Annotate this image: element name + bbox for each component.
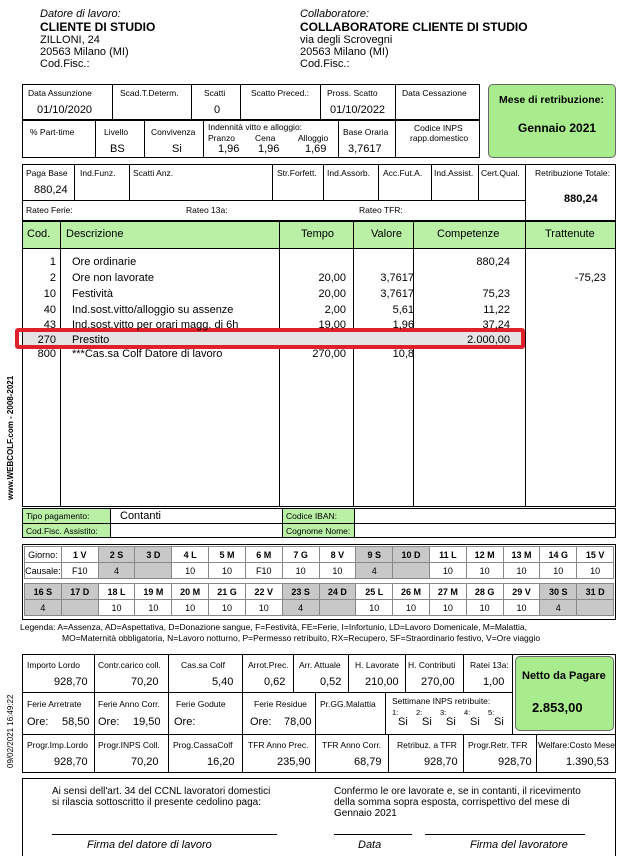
row-cod: 270 (37, 334, 56, 346)
welfare-label: Welfare:Costo Mese (538, 740, 615, 750)
cena: 1,96 (258, 143, 280, 155)
calendar-day: 15 V (577, 547, 614, 563)
row-tempo: 270,00 (312, 348, 346, 360)
calendar-row1 (24, 546, 614, 579)
tipo-label: Tipo pagamento: (26, 511, 90, 521)
calendar-day: 31 D (577, 584, 614, 600)
calendar-day: 5 M (209, 547, 246, 563)
calendar-causale: 10 (282, 563, 319, 579)
calendar-causale: 10 (172, 563, 209, 579)
ratei: 1,00 (483, 676, 505, 688)
calendar-day: 19 M (135, 584, 172, 600)
progr-retr: 928,70 (498, 756, 532, 768)
calendar-day: 27 M (429, 584, 466, 600)
calendar-causale (135, 563, 172, 579)
row-competenze: 880,24 (476, 256, 510, 268)
row-desc: Ind.sost.vitto per orari magg. di 6h (72, 319, 239, 331)
row-valore: 3,7617 (380, 272, 414, 284)
employer-block (40, 8, 280, 70)
sett-num: 3: (440, 708, 447, 717)
arrot-prec-label: Arrot.Prec. (248, 660, 289, 670)
calendar-day: 23 S (282, 584, 319, 600)
sett-si: Si (494, 716, 504, 728)
calendar-causale: 10 (429, 563, 466, 579)
sett-si: Si (446, 716, 456, 728)
convivenza-label: Convivenza (151, 127, 196, 137)
header-competenze: Competenze (437, 228, 500, 240)
progr-lordo: 928,70 (54, 756, 88, 768)
calendar-causale: 4 (98, 563, 135, 579)
collaborator-address2: 20563 Milano (MI) (300, 46, 389, 58)
calendar-causale: 10 (429, 600, 466, 616)
tfr-prec: 235,90 (277, 756, 311, 768)
prgg-label: Pr.GG.Malattia (320, 699, 376, 709)
cf-assist-label: Cod.Fisc. Assistito: (26, 526, 98, 536)
paga-base: 880,24 (34, 184, 68, 196)
retrib-tfr: 928,70 (424, 756, 458, 768)
sett-num: 2: (416, 708, 423, 717)
ferie-anno-label: Ferie Anno Corr. (98, 699, 160, 709)
header-trattenute: Trattenute (545, 228, 595, 240)
calendar-day: 13 M (503, 547, 540, 563)
h-lav-label: H. Lavorate (355, 660, 399, 670)
calendar-day: 18 L (98, 584, 135, 600)
row-cod: 800 (37, 348, 56, 360)
str-forf-label: Str.Forfett. (277, 168, 317, 178)
ferie-arr-label: Ferie Arretrate (27, 699, 82, 709)
calendar-causale: 10 (98, 600, 135, 616)
print-stamp: 09/02/2021 16:49:22 (6, 694, 15, 768)
calendar-day: 2 S (98, 547, 135, 563)
calendar-day: 7 G (282, 547, 319, 563)
row-competenze: 37,24 (482, 319, 510, 331)
calendar-causale: 10 (172, 600, 209, 616)
row-desc: Prestito (72, 334, 110, 346)
calendar-causale: F10 (245, 563, 282, 579)
collaborator-codfisc: Cod.Fisc.: (300, 58, 350, 70)
calendar-day: 21 G (209, 584, 246, 600)
iban-label: Codice IBAN: (286, 511, 338, 521)
ferie-arr-ore-label: Ore: (27, 716, 49, 728)
pranzo: 1,96 (218, 143, 240, 155)
calendar-causale: F10 (61, 563, 98, 579)
scatti: 0 (214, 104, 221, 116)
calendar-causale (61, 600, 98, 616)
calendar-day: 8 V (319, 547, 356, 563)
livello: BS (110, 143, 125, 155)
calendar-day: 4 L (172, 547, 209, 563)
arrot-att-label: Arr. Attuale (299, 660, 341, 670)
calendar-causale: 10 (209, 563, 246, 579)
h-lav: 210,00 (365, 676, 399, 688)
ferie-anno-ore-label: Ore: (98, 716, 120, 728)
calendar-day: 10 D (393, 547, 430, 563)
calendar-day: 22 V (245, 584, 282, 600)
cassa-label: Cas.sa Colf (181, 660, 225, 670)
row-cod: 1 (49, 256, 56, 268)
row-valore: 3,7617 (380, 288, 414, 300)
row-tempo: 2,00 (324, 304, 346, 316)
alloggio: 1,69 (305, 143, 327, 155)
base: 3,7617 (348, 143, 382, 155)
netto: 2.853,00 (532, 700, 583, 715)
calendar-day: 25 L (356, 584, 393, 600)
header-tempo: Tempo (301, 228, 335, 240)
row-competenze: 2.000,00 (467, 334, 510, 346)
calendar-causale: 4 (25, 600, 62, 616)
progr-retr-label: Progr.Retr. TFR (468, 740, 528, 750)
row-desc: ***Cas.sa Colf Datore di lavoro (72, 348, 223, 360)
calendar-causale: 10 (209, 600, 246, 616)
lordo-label: Importo Lordo (27, 660, 80, 670)
sett-label: Settimane INPS retribuite: (392, 696, 491, 706)
ferie-arr: 58,50 (62, 716, 90, 728)
employer-address2: 20563 Milano (MI) (40, 46, 129, 58)
ind-funz-label: Ind.Funz. (80, 168, 116, 178)
calendar-day: 11 L (429, 547, 466, 563)
contr: 70,20 (131, 676, 159, 688)
side-watermark: www.WEBCOLF.com - 2008-2021 (6, 375, 15, 500)
progr-inps-label: Progr.INPS Coll. (98, 740, 160, 750)
tfr-corr-label: TFR Anno Corr. (322, 740, 382, 750)
rateo-tfr-label: Rateo TFR: (359, 205, 403, 215)
firma-data: Data (358, 839, 382, 851)
base-label: Base Oraria (343, 127, 389, 137)
calendar-day: 20 M (172, 584, 209, 600)
ind-assorb-label: Ind.Assorb. (327, 168, 370, 178)
calendar-causale: 10 (319, 563, 356, 579)
firma-lavoratore: Firma del lavoratore (470, 839, 568, 851)
row-valore: 1,96 (392, 319, 414, 331)
data-assunzione-label: Data Assunzione (28, 88, 92, 98)
cognome-label: Cognome Nome: (286, 526, 351, 536)
arrot-prec: 0,62 (264, 676, 286, 688)
inps-label1: Codice INPS (414, 123, 463, 133)
sig-left-line1: Ai sensi dell'art. 34 del CCNL lavoratori domestici (52, 786, 271, 797)
scatto-prec-label: Scatto Preced.: (251, 88, 310, 98)
progr-lordo-label: Progr.Imp.Lordo (27, 740, 88, 750)
calendar-causale: 10 (135, 600, 172, 616)
calendar-day: 12 M (466, 547, 503, 563)
calendar-causale: 10 (393, 600, 430, 616)
retr-tot: 880,24 (564, 193, 598, 205)
calendar-day: 9 S (356, 547, 393, 563)
calendar-day: 28 G (466, 584, 503, 600)
row-desc: Ore ordinarie (72, 256, 137, 268)
header-desc: Descrizione (66, 228, 124, 240)
legend-line2: MO=Maternità obbligatoria, N=Lavoro notturno, P=Permesso retribuito, RX=Recupero, SF=Straordinario festivo, V=Ore viaggio (62, 633, 541, 643)
scad-label: Scad.T.Determ. (120, 88, 179, 98)
row-desc: Ore non lavorate (72, 272, 154, 284)
cena-label: Cena (255, 133, 276, 143)
collaborator-block (300, 8, 620, 70)
calendar-causale (577, 600, 614, 616)
row-tempo: 20,00 (318, 288, 346, 300)
data-assunzione: 01/10/2020 (37, 104, 93, 116)
calendar-day: 14 G (540, 547, 577, 563)
sett-si: Si (422, 716, 432, 728)
legend-line1: Legenda: A=Assenza, AD=Aspettativa, D=Donazione sangue, F=Festività, FE=Ferie, I=Infortunio, LD=Lavoro Domenicale, M=Malattia, (20, 622, 527, 632)
row-cod: 40 (43, 304, 56, 316)
sig-left-line2: si rilascia sottoscritto il presente cedolino paga: (52, 797, 261, 808)
sig-right-line1: Confermo le ore lavorate e, se in contanti, il ricevimento (334, 786, 581, 797)
legend (20, 622, 540, 644)
calendar-day: 26 M (393, 584, 430, 600)
sett-si: Si (398, 716, 408, 728)
employer-name: CLIENTE DI STUDIO (40, 20, 156, 34)
calendar-day: 29 V (503, 584, 540, 600)
ind-assist-label: Ind.Assist. (434, 168, 474, 178)
row-trattenute: -75,23 (574, 272, 606, 284)
netto-box (515, 656, 614, 731)
calendar-causale: 10 (577, 563, 614, 579)
collaborator-name: COLLABORATORE CLIENTE DI STUDIO (300, 20, 528, 34)
calendar-day: 17 D (61, 584, 98, 600)
row-tempo: 19,00 (318, 319, 346, 331)
header-valore: Valore (371, 228, 402, 240)
tipo: Contanti (120, 510, 161, 522)
ferie-res: 78,00 (284, 716, 312, 728)
employer-address1: ZILLONI, 24 (40, 34, 100, 46)
sett-num: 5: (488, 708, 495, 717)
sig-left-text (52, 786, 270, 808)
row-desc: Ind.sost.vitto/alloggio su assenze (72, 304, 234, 316)
calendar-day: 24 D (319, 584, 356, 600)
tfr-prec-label: TFR Anno Prec. (248, 740, 309, 750)
data-cess-label: Data Cessazione (402, 88, 467, 98)
pross-scatto-label: Pross. Scatto (327, 88, 378, 98)
h-contr-label: H. Contributi (408, 660, 456, 670)
calendar-causale: 10 (540, 563, 577, 579)
ferie-anno: 19,50 (133, 716, 161, 728)
calendar-causale: 10 (356, 600, 393, 616)
cassa: 5,40 (212, 676, 234, 688)
pross-scatto: 01/10/2022 (330, 104, 386, 116)
ferie-god-label: Ferie Godute (176, 699, 226, 709)
row-cod: 10 (43, 288, 56, 300)
calendar-causale: 10 (503, 600, 540, 616)
retr-tot-label: Retribuzione Totale: (535, 168, 610, 178)
month-label: Mese di retribuzione: (499, 94, 605, 106)
row-desc: Festività (72, 288, 113, 300)
calendar-causale: 10 (466, 563, 503, 579)
calendar-causale: 4 (282, 600, 319, 616)
progr-cassa: 16,20 (207, 756, 235, 768)
row-valore: 5,61 (392, 304, 414, 316)
rateo-ferie-label: Rateo Ferie: (26, 205, 73, 215)
row-cod: 2 (49, 272, 56, 284)
netto-label: Netto da Pagare (522, 670, 606, 682)
sett-si: Si (470, 716, 480, 728)
collaborator-label: Collaboratore: (300, 8, 370, 20)
calendar-causale (319, 600, 356, 616)
calendar-causale (393, 563, 430, 579)
calendar-causale: 4 (356, 563, 393, 579)
calendar-causale: 10 (503, 563, 540, 579)
calendar-giorno-label: Giorno: (25, 547, 62, 563)
contr-label: Contr.carico coll. (98, 660, 161, 670)
calendar-day: 6 M (245, 547, 282, 563)
ferie-god-ore-label: Ore: (174, 716, 196, 728)
lordo: 928,70 (54, 676, 88, 688)
sig-right-text (334, 786, 581, 819)
calendar-day: 1 V (61, 547, 98, 563)
employer-label: Datore di lavoro: (40, 8, 121, 20)
cert-qual-label: Cert.Qual. (481, 168, 520, 178)
pranzo-label: Pranzo (208, 133, 235, 143)
ferie-res-label: Ferie Residue (254, 699, 307, 709)
calendar-day: 3 D (135, 547, 172, 563)
calendar-day: 16 S (25, 584, 62, 600)
inps-label2: rapp.domestico (410, 133, 469, 143)
calendar-day: 30 S (540, 584, 577, 600)
sig-right-line2: della somma sopra esposta, corrispettivo del mese di (334, 797, 570, 808)
acc-fut-label: Acc.Fut.A. (383, 168, 423, 178)
ratei-label: Ratei 13a: (470, 660, 509, 670)
month-value: Gennaio 2021 (518, 121, 597, 135)
welfare: 1.390,53 (566, 756, 609, 768)
header-cod: Cod. (27, 228, 51, 240)
row-cod: 43 (43, 319, 56, 331)
calendar-causale: 10 (466, 600, 503, 616)
sig-right-line3: Gennaio 2021 (334, 808, 397, 819)
calendar-causale: 4 (540, 600, 577, 616)
sett-num: 4: (464, 708, 471, 717)
ferie-res-ore-label: Ore: (250, 716, 272, 728)
tfr-corr: 68,79 (354, 756, 382, 768)
indennita-label: Indennità vitto e alloggio: (208, 122, 303, 132)
employer-codfisc: Cod.Fisc.: (40, 58, 90, 70)
progr-cassa-label: Prog.CassaColf (173, 740, 233, 750)
scatti-label: Scatti (204, 88, 226, 98)
calendar-causale: 10 (245, 600, 282, 616)
convivenza: Si (172, 143, 182, 155)
collaborator-address1: via degli Scrovegni (300, 34, 393, 46)
paga-base-label: Paga Base (26, 168, 68, 178)
row-competenze: 11,22 (483, 304, 510, 316)
sett-num: 1: (392, 708, 399, 717)
calendar-row2 (24, 583, 614, 616)
rateo-13-label: Rateo 13a: (186, 205, 228, 215)
arrot-att: 0,52 (320, 676, 342, 688)
row-valore: 10,8 (392, 348, 414, 360)
alloggio-label: Alloggio (298, 133, 329, 143)
retrib-tfr-label: Retribuz. a TFR (397, 740, 457, 750)
parttime-label: % Part-time (30, 127, 75, 137)
progr-inps: 70,20 (131, 756, 159, 768)
h-contr: 270,00 (421, 676, 455, 688)
row-competenze: 75,23 (482, 288, 510, 300)
firma-datore: Firma del datore di lavoro (87, 839, 212, 851)
calendar-causale-label: Causale: (25, 563, 62, 579)
row-tempo: 20,00 (318, 272, 346, 284)
livello-label: Livello (104, 127, 129, 137)
scatti-anz-label: Scatti Anz. (133, 168, 174, 178)
